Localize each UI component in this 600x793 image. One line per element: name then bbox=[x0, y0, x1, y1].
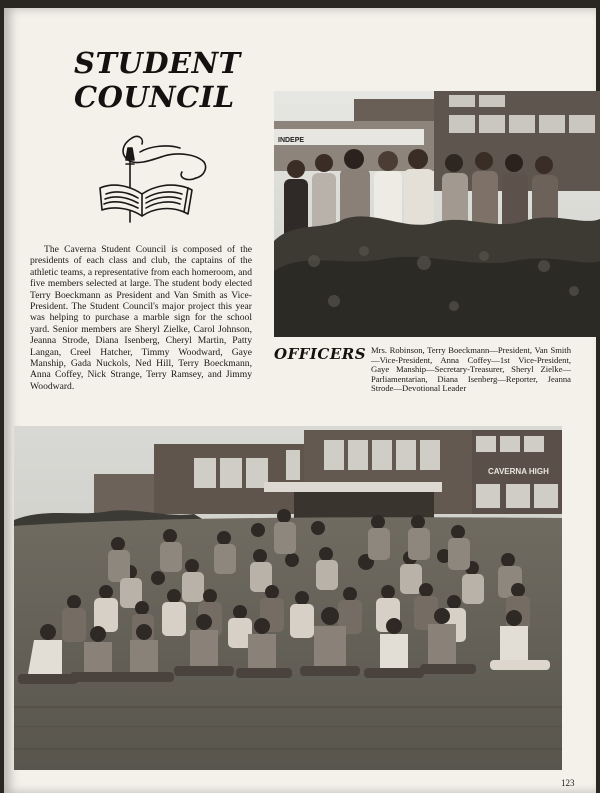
officers-photo bbox=[274, 91, 600, 337]
building-sign-text: INDEPE bbox=[278, 137, 305, 144]
student-council-description: The Caverna Student Council is composed of the presidents of each class and club, the captains of the athletic teams, a representative from each homeroom, and five members selected at large. The student body elected Terry Boeckmann as President and Van Smith as Vice-President. The Student Council's major project this year was helping to purchase a marble sign for the school yard. Senior members are Sheryl Zielke, Carol Johnson, Jeanna Strode, Diana Isenberg, Cheryl Martin, Patty Langan, Creel Hatcher, Timmy Woodward, Gaye Manship, Gada Nuckols, Ned Hill, Terry Boeckmann, Anna Coffey, Nick Strange, Terry Ramsey, and Jimmy Woodward. bbox=[30, 244, 252, 392]
page-number: 123 bbox=[561, 778, 575, 788]
page-title-line-1: STUDENT bbox=[74, 46, 241, 80]
officers-caption: Mrs. Robinson, Terry Boeckmann—President, Van Smith—Vice-President, Anna Coffey—1st Vice-President, Gaye Manship—Secretary-Treasurer, Sheryl Zielke—Parliamentarian, Diana Isenberg—Reporter, Jeanna Strode—Devotional Leader bbox=[371, 345, 571, 394]
school-sign-text: CAVERNA HIGH bbox=[488, 467, 549, 476]
yearbook-page bbox=[4, 8, 596, 793]
page-title bbox=[74, 46, 241, 114]
group-photo bbox=[14, 426, 562, 770]
page-title-line-2: COUNCIL bbox=[74, 80, 235, 114]
officers-heading: OFFICERS bbox=[274, 345, 367, 363]
torch-and-open-book-icon bbox=[92, 130, 214, 226]
